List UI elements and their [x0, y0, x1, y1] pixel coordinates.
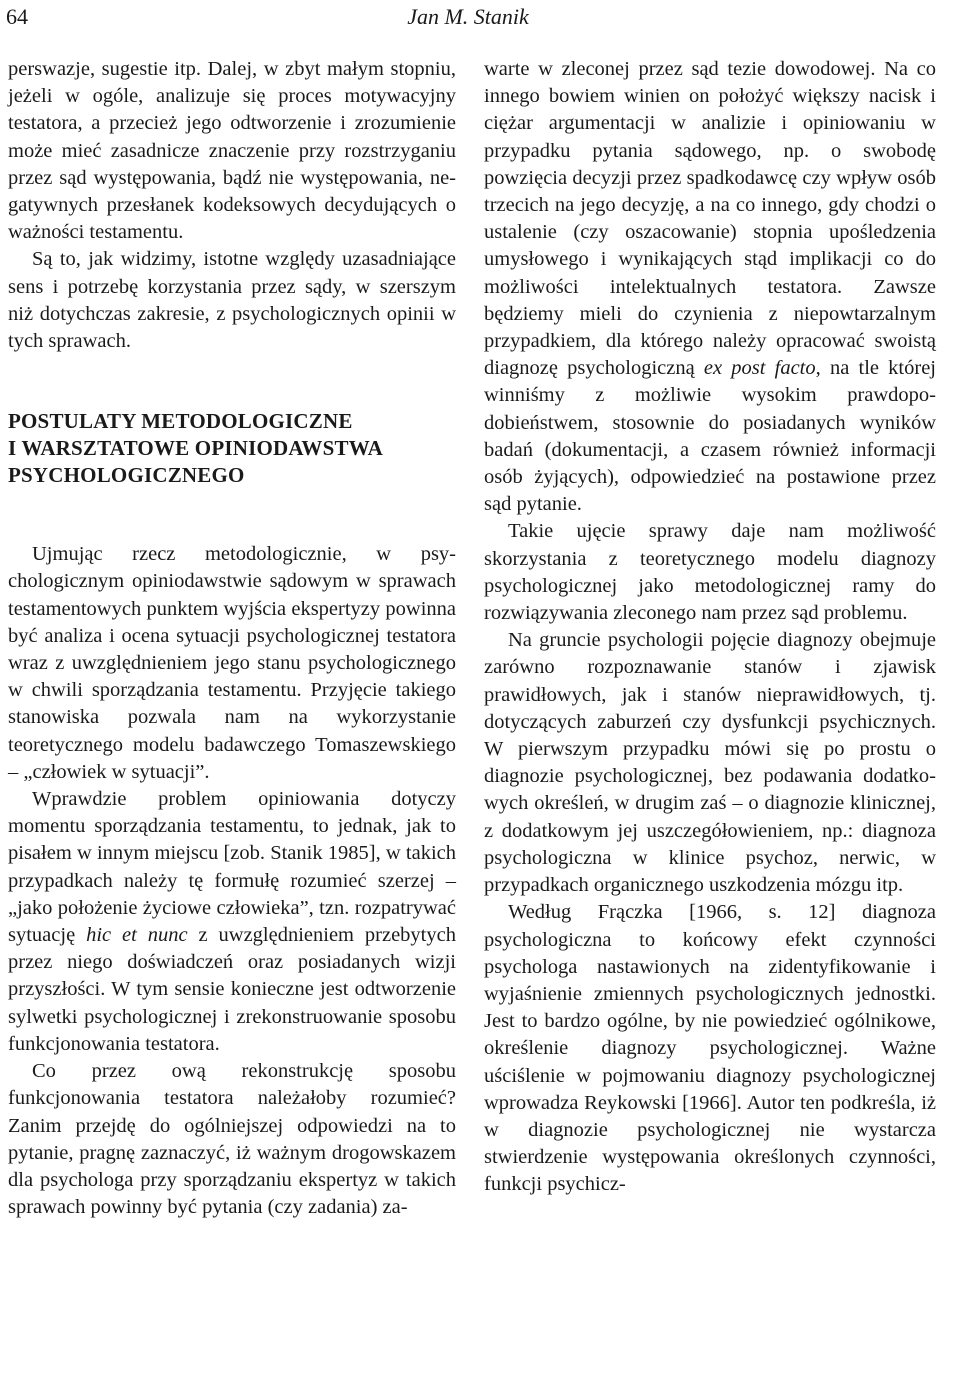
- text-run: z uwzględnieniem przebytych przez niego doświadczeń oraz posiadanych wizji przyszłości. W tym sensie konieczne jest odtworzenie sylwetki psychologicznej i zrekonstruowanie sposobu funkcjonowania testatora.: [8, 924, 456, 1055]
- italic-phrase: hic et nunc: [86, 924, 188, 947]
- section-heading-line: POSTULATY METODOLOGICZNE: [8, 409, 353, 434]
- paragraph: [8, 786, 456, 1058]
- running-head-author: Jan M. Stanik: [407, 4, 529, 29]
- italic-phrase: ex post facto: [703, 357, 816, 380]
- section-heading-line: I WARSZTATOWE OPINIODAWSTWA: [8, 436, 383, 461]
- page-number: 64: [6, 4, 28, 29]
- paragraph: Według Frączka [1966, s. 12] diagnoza psychologiczna to końcowy efekt czynności psychologa nastawionych na zidentyfikowanie i wyjaśnienie zmiennych psychologicznych jednostki. Jest to bardzo ogólne, by nie powiedzieć ogólnikowe, określenie diagnozy psychologicznej. Ważne uściślenie w pojmowaniu diagnozy psychologicznej wprowadza Reykowski [1966]. Autor ten podkreśla, iż w diagnozie psychologicznej nie wystarcza stwierdzenie występowania określonych czynności, funkcji psychicz-: [484, 901, 936, 1196]
- right-column: [484, 56, 936, 1199]
- section-heading-line: PSYCHOLOGICZNEGO: [8, 463, 245, 488]
- paragraph: Takie ujęcie sprawy daje nam możliwość skorzystania z teoretycznego modelu diagnozy psychologicznej jako metodologicznej ramy do rozwiązywania zleconego nam przez sąd problemu.: [484, 520, 936, 625]
- paragraph: Na gruncie psychologii pojęcie diagnozy obejmuje zarówno rozpoznawanie stanów i zjawisk prawidłowych, jak i stanów nieprawidłowych, tj. dotyczących zaburzeń czy dysfunkcji psychicznych. W pierwszym przypadku mówi się po prostu o diagnozie psychologicznej, bez podawania dodatkowych określeń, w drugim zaś – o diagnozie klinicznej, z dodatkowym jej uszczegółowieniem, np.: diagnoza psychologiczna w klinice psychoz, nerwic, w przypadkach organicznego uszkodzenia mózgu itp.: [484, 629, 936, 897]
- text-run: warte w zleconej przez sąd tezie dowodowej. Na co innego bowiem winien on położyć większy nacisk i ciężar argumentacji w analizie i opiniowaniu w przypadku pytania sądowego, np. o swobodę powzięcia decyzji przez spadkodawcę czy wpływ osób trzecich na jego decyzję, a na co innego, gdy chodzi o ustalenie (czy oszacowanie) stopnia upośledzenia umysłowego i wynikających stąd implikacji co do możliwości intelektualnych testatora. Zawsze będziemy mieli do czynienia z niepowtarzalnym przypadkiem, dla którego należy opracować swoistą diagnozę psychologiczną: [484, 58, 936, 380]
- section-heading: [8, 408, 456, 489]
- left-column: [8, 56, 456, 1221]
- paragraph: Co przez ową rekonstrukcję sposobu funkcjonowania testatora należałoby rozumieć? Zanim przejdę do ogólniejszej odpowiedzi na to pytanie, pragnę zaznaczyć, iż ważnym drogowskazem dla psychologa przy sporządzaniu ekspertyz w takich sprawach powinny być pytania (czy zadania) za-: [8, 1060, 456, 1219]
- paragraph-continuation: perswazje, sugestie itp. Dalej, w zbyt małym stopniu, jeżeli w ogóle, analizuje się proces motywacyjny testatora, a przecież jego odtworzenie i zrozumienie może mieć zasadnicze znaczenie przy rozstrzyganiu przez sąd występowania, bądź nie występowania, negatywnych przesłanek kodeksowych decydujących o ważności testamentu.: [8, 58, 456, 244]
- text-run: Wprawdzie problem opiniowania dotyczy momentu sporządzania testamentu, to jednak, jak to pisałem w innym miejscu [zob. Stanik 1985], w takich przypadkach należy tę formułę rozumieć szerzej – „jako położenie życiowe człowieka”, tzn. rozpatrywać sytuację: [8, 788, 456, 947]
- paragraph: Są to, jak widzimy, istotne względy uzasadniające sens i potrzebę korzystania przez sądy, w szerszym niż dotychczas zakresie, z psychologicznych opinii w tych sprawach.: [8, 248, 456, 353]
- text-run: , na tle której winniśmy z możliwie wysokim prawdopodobieństwem, stosownie do posiadanych wyników badań (dokumentacji, a czasem również informacji osób żyjących), odpowiedzieć na postawione przez sąd pytanie.: [484, 357, 936, 516]
- page-header: [6, 4, 930, 34]
- paragraph: Ujmując rzecz metodologicznie, w psychologicznym opiniodawstwie sądowym w sprawach testamentowych punktem wyjścia ekspertyzy powinna być analiza i ocena sytuacji psychologicznej testatora wraz z uwzględnieniem jego stanu psychologicznego w chwili sporządzania testamentu. Przyjęcie takiego stanowiska pozwala nam na wykorzystanie teoretycznego modelu badawczego Tomaszewskiego – „człowiek w sytuacji”.: [8, 543, 456, 783]
- paragraph-continuation: [484, 56, 936, 518]
